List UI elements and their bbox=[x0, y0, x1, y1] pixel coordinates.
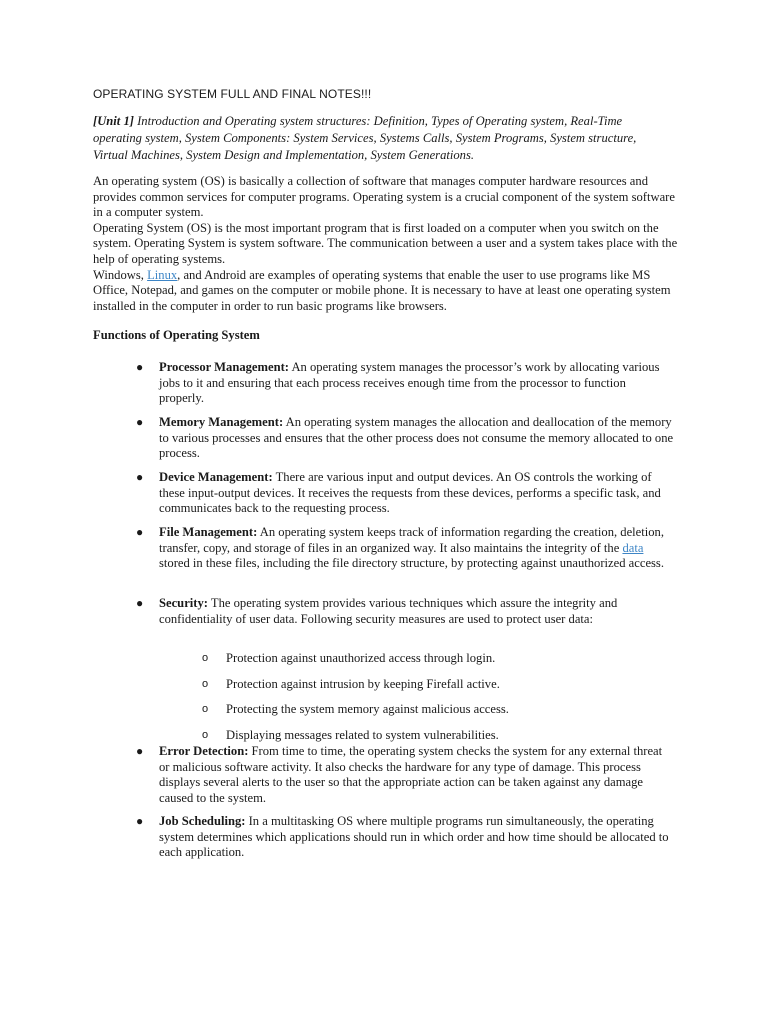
list-item-memory-management bbox=[136, 415, 674, 462]
item-text: There are various input and output devices. An OS controls the working of these input-output devices. It receives the requests from these devices, performs a specific task, and communicates back to the requesting process. bbox=[159, 470, 661, 516]
item-text: From time to time, the operating system checks the system for any external threat or malicious software activity. It also checks the hardware for any type of damage. This process displays several alerts to the user so that the appropriate action can be taken against any damage caused to the system. bbox=[159, 744, 663, 805]
item-term: Job Scheduling: bbox=[159, 814, 246, 828]
item-text: In a multitasking OS where multiple programs run simultaneously, the operating system determines which applications should run in which order and how time should be allocated to each application. bbox=[159, 814, 669, 860]
item-term: Security: bbox=[159, 596, 208, 610]
item-text-before: An operating system keeps track of information regarding the creation, deletion, transfer, copy, and storage of files in an organized way. It also maintains the integrity of the bbox=[159, 525, 665, 555]
linux-link[interactable]: Linux bbox=[147, 267, 178, 282]
bullet-icon: ● bbox=[136, 415, 144, 429]
intro-paragraph-1: An operating system (OS) is basically a collection of software that manages computer hardware resources and provides common services for computer programs. Operating system is a crucial component of the system software in a computer system. bbox=[93, 174, 675, 220]
intro-p3-start: Windows, bbox=[93, 267, 148, 282]
document-title: OPERATING SYSTEM FULL AND FINAL NOTES!!! bbox=[93, 87, 372, 101]
item-text: The operating system provides various techniques which assure the integrity and confidentiality of user data. Following security measures are used to protect user data: bbox=[159, 596, 618, 626]
item-term: Memory Management: bbox=[159, 415, 284, 429]
intro-section bbox=[93, 174, 683, 314]
item-term: Processor Management: bbox=[159, 360, 289, 374]
sub-item-text: Protection against intrusion by keeping Firefall active. bbox=[226, 677, 500, 691]
sub-item-memory-protection bbox=[202, 702, 509, 718]
list-item-security bbox=[136, 596, 674, 627]
list-item-job-scheduling bbox=[136, 814, 674, 861]
list-item-device-management bbox=[136, 470, 674, 517]
sub-item-text: Displaying messages related to system vulnerabilities. bbox=[226, 728, 499, 742]
bullet-icon: ● bbox=[136, 360, 144, 374]
unit-summary bbox=[93, 113, 668, 164]
item-text: An operating system manages the allocation and deallocation of the memory to various processes and ensures that the other process does not consume the memory allocated to one process. bbox=[159, 415, 674, 461]
list-item-file-management bbox=[136, 525, 674, 572]
sub-item-intrusion-protection bbox=[202, 677, 500, 693]
bullet-icon: ● bbox=[136, 814, 144, 828]
intro-paragraph-3 bbox=[93, 268, 683, 315]
unit-label: [Unit 1] bbox=[93, 114, 134, 128]
intro-p3-end: , and Android are examples of operating systems that enable the user to use programs like MS Office, Notepad, and games on the computer or mobile phone. It is necessary to have at least one operating system installed in the computer in order to run basic programs like browsers. bbox=[93, 267, 671, 313]
item-term: File Management: bbox=[159, 525, 258, 539]
circle-bullet-icon: o bbox=[202, 678, 209, 690]
bullet-icon: ● bbox=[136, 744, 144, 758]
item-text: An operating system manages the processor’s work by allocating various jobs to it and ensuring that each process receives enough time from the processor to function properly. bbox=[159, 360, 660, 406]
item-term: Device Management: bbox=[159, 470, 273, 484]
list-item-processor-management bbox=[136, 360, 674, 407]
sub-item-text: Protecting the system memory against malicious access. bbox=[226, 702, 509, 716]
sub-item-login-protection bbox=[202, 651, 496, 667]
bullet-icon: ● bbox=[136, 596, 144, 610]
bullet-icon: ● bbox=[136, 470, 144, 484]
circle-bullet-icon: o bbox=[202, 652, 209, 664]
intro-paragraph-2: Operating System (OS) is the most important program that is first loaded on a computer when you switch on the system. Operating System is system software. The communication between a user and a system takes place with the help of operating systems. bbox=[93, 220, 678, 266]
sub-item-vulnerability-messages bbox=[202, 728, 499, 744]
functions-heading: Functions of Operating System bbox=[93, 328, 260, 342]
sub-item-text: Protection against unauthorized access through login. bbox=[226, 651, 496, 665]
circle-bullet-icon: o bbox=[202, 729, 209, 741]
list-item-error-detection bbox=[136, 744, 674, 806]
item-text-after: stored in these files, including the file directory structure, by protecting against unauthorized access. bbox=[159, 556, 664, 571]
item-term: Error Detection: bbox=[159, 744, 249, 758]
circle-bullet-icon: o bbox=[202, 703, 209, 715]
data-link[interactable]: data bbox=[622, 540, 644, 555]
unit-text: Introduction and Operating system structures: Definition, Types of Operating system, Real-Time operating system, System Components: System Services, Systems Calls, System Programs, System structure, Virtual Machines, System Design and Implementation, System Generations. bbox=[93, 114, 637, 162]
bullet-icon: ● bbox=[136, 525, 144, 539]
